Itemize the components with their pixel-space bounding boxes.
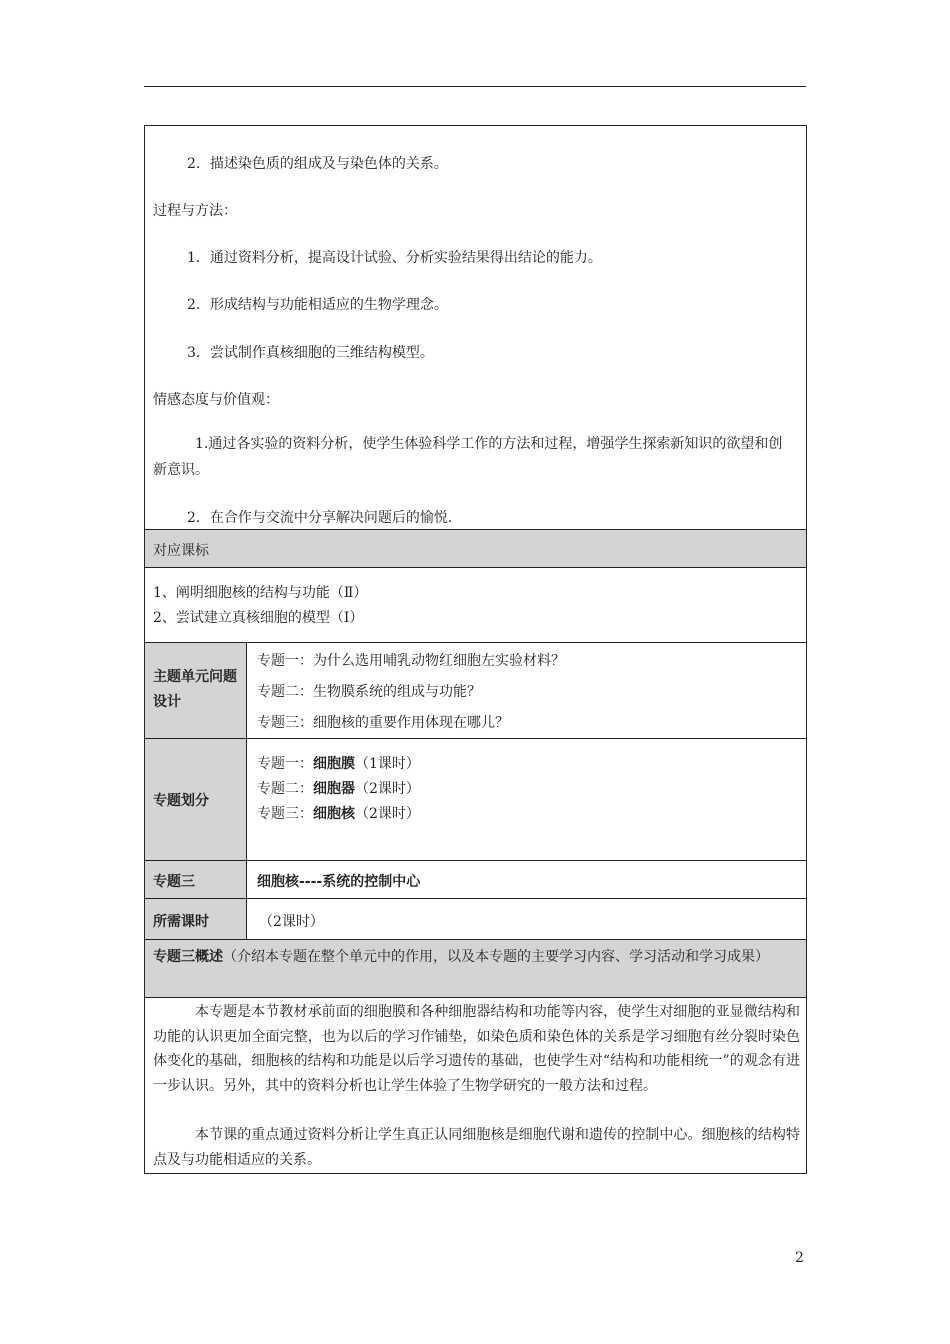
topic-division-item-3 [257, 803, 420, 823]
division-hours-1: （1课时） [355, 756, 420, 772]
process-item-2: 2．形成结构与功能相适应的生物学理念。 [187, 297, 448, 313]
topic-three-label-cell [145, 861, 247, 899]
division-hours-3: （2课时） [355, 806, 420, 822]
division-prefix-1: 专题一： [257, 756, 313, 772]
standards-header-row [145, 530, 807, 568]
topic-three-title: 细胞核----系统的控制中心 [257, 874, 421, 890]
standards-header-cell [145, 530, 807, 568]
topic-division-item-2 [257, 778, 420, 798]
standard-item-1: 1、阐明细胞核的结构与功能（Ⅱ） [153, 585, 368, 601]
overview-note: （介绍本专题在整个单元中的作用，以及本专题的主要学习内容、学习活动和学习成果） [223, 949, 769, 965]
objectives-row [145, 126, 807, 530]
overview-header-cell [145, 940, 807, 998]
division-name-1: 细胞膜 [313, 756, 355, 772]
division-hours-2: （2课时） [355, 781, 420, 797]
objectives-cell [145, 126, 807, 530]
process-item-1: 1．通过资料分析，提高设计试验、分析实验结果得出结论的能力。 [187, 250, 602, 266]
topic-design-item-1: 专题一：为什么选用哺乳动物红细胞左实验材料？ [257, 653, 565, 669]
objective-knowledge-2: 2．描述染色质的组成及与染色体的关系。 [187, 156, 448, 172]
overview-header [153, 945, 800, 969]
topic-design-item-2: 专题二：生物膜系统的组成与功能？ [257, 684, 481, 700]
hours-value: （2课时） [259, 914, 324, 930]
hours-row [145, 899, 807, 940]
division-prefix-3: 专题三： [257, 806, 313, 822]
lesson-plan-table [144, 125, 807, 1174]
standards-row [145, 568, 807, 643]
topic-design-row [145, 643, 807, 739]
standard-item-2: 2、尝试建立真核细胞的模型（Ⅰ） [153, 610, 364, 626]
topic-division-label-cell [145, 739, 247, 861]
topic-design-cell [247, 643, 807, 739]
process-item-3: 3．尝试制作真核细胞的三维结构模型。 [187, 345, 434, 361]
header-rule [144, 86, 806, 87]
topic-division-label: 专题划分 [153, 793, 209, 809]
emotion-item-2: 2．在合作与交流中分享解决问题后的愉悦. [187, 510, 453, 526]
division-name-3: 细胞核 [313, 806, 355, 822]
topic-division-cell [247, 739, 807, 861]
hours-label: 所需课时 [153, 914, 209, 930]
overview-header-row [145, 940, 807, 998]
overview-paragraph-2: 本节课的重点通过资料分析让学生真正认同细胞核是细胞代谢和遗传的控制中心。细胞核的结构特点及与功能相适应的关系。 [153, 1127, 800, 1168]
hours-label-cell [145, 899, 247, 940]
hours-value-cell [247, 899, 807, 940]
process-heading: 过程与方法： [153, 203, 237, 219]
topic-three-label: 专题三 [153, 874, 195, 890]
topic-three-title-cell [247, 861, 807, 899]
emotion-heading: 情感态度与价值观： [153, 392, 279, 408]
topic-design-label: 主题单元问题设计 [153, 669, 237, 710]
topic-division-row [145, 739, 807, 861]
overview-body-cell [145, 998, 807, 1174]
overview-paragraph-1: 本专题是本节教材承前面的细胞膜和各种细胞器结构和功能等内容，使学生对细胞的亚显微结构和功能的认识更加全面完整，也为以后的学习作铺垫，如染色质和染色体的关系是学习细胞有丝分裂时染色体变化的基础，细胞核的结构和功能是以后学习遗传的基础，也使学生对“结构和功能相统一”的观念有进一步认识。另外，其中的资料分析也让学生体验了生物学研究的一般方法和过程。 [153, 1004, 800, 1094]
standards-header: 对应课标 [153, 543, 209, 559]
overview-body-row [145, 998, 807, 1174]
division-prefix-2: 专题二： [257, 781, 313, 797]
page-number: 2 [795, 1250, 804, 1266]
overview-label: 专题三概述 [153, 949, 223, 965]
topic-three-row [145, 861, 807, 899]
emotion-item-1: 1.通过各实验的资料分析，使学生体验科学工作的方法和过程，增强学生探索新知识的欲望和创新意识。 [153, 436, 783, 478]
topic-design-item-3: 专题三：细胞核的重要作用体现在哪儿？ [257, 715, 509, 731]
standards-cell [145, 568, 807, 643]
division-name-2: 细胞器 [313, 781, 355, 797]
topic-design-label-cell [145, 643, 247, 739]
topic-division-item-1 [257, 753, 420, 773]
